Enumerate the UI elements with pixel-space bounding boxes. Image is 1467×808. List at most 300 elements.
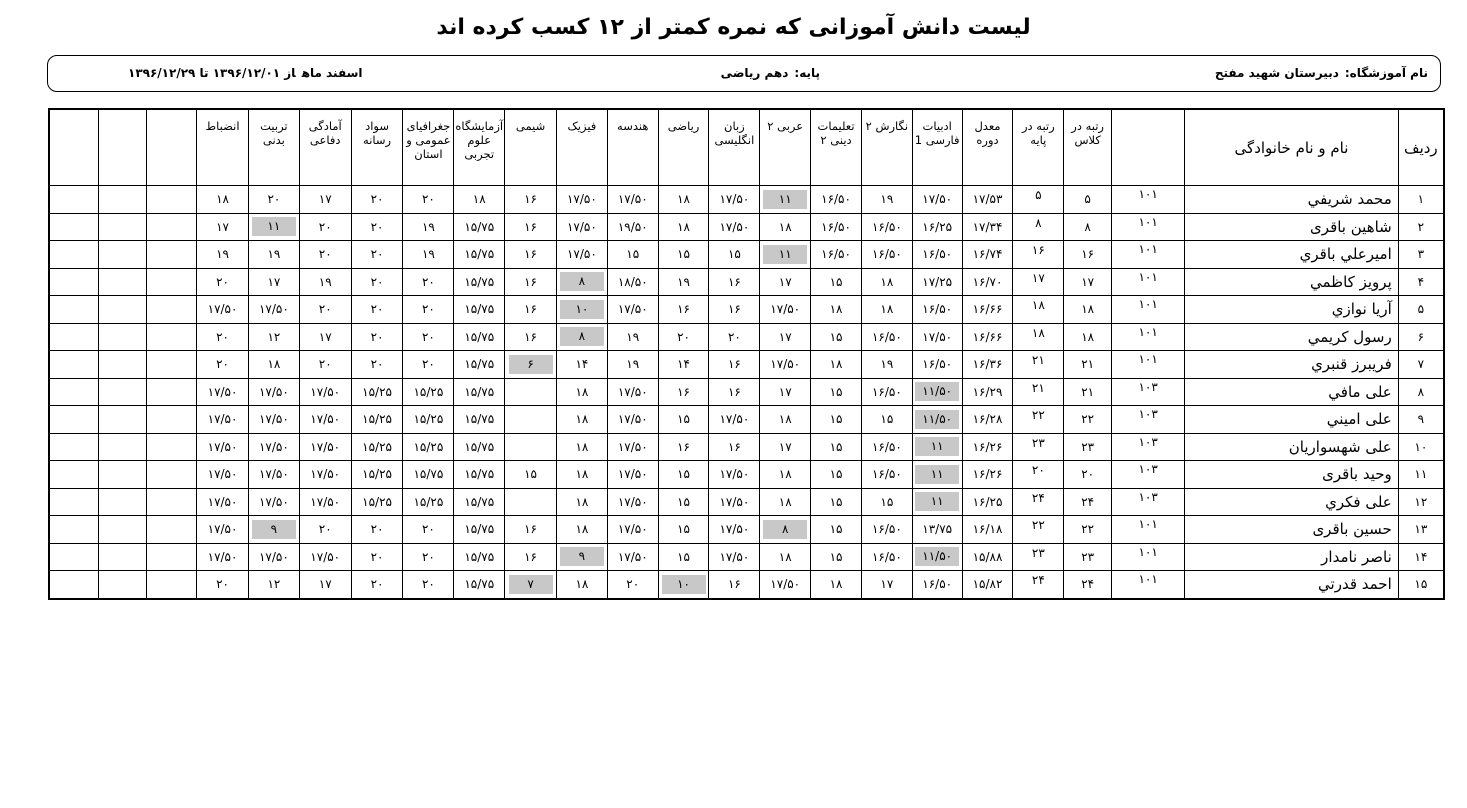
math-grade: ۱۴	[658, 351, 709, 379]
average-grade: ۱۶/۷۰	[962, 268, 1013, 296]
geography-grade: ۲۰	[403, 323, 454, 351]
english-grade: ۱۶	[709, 351, 760, 379]
rank-in-class: ۸	[1064, 213, 1112, 241]
class-code: ۱۰۱	[1112, 186, 1185, 214]
rank-in-grade: ۲۱	[1013, 378, 1064, 406]
writing-grade: ۱۹	[861, 186, 912, 214]
literature-grade	[912, 488, 962, 516]
arabic-grade	[760, 516, 811, 544]
geography-grade: ۱۵/۲۵	[403, 433, 454, 461]
religion-grade: ۱۸	[811, 351, 862, 379]
empty-cell	[49, 571, 98, 599]
english-grade: ۱۷/۵۰	[709, 406, 760, 434]
student-name: علی مافي	[1185, 378, 1399, 406]
rank-in-class: ۵	[1064, 186, 1112, 214]
math-grade	[658, 571, 709, 599]
student-name: آریا نوازي	[1185, 296, 1399, 324]
column-header: نام و نام خانوادگی	[1185, 109, 1399, 186]
class-code: ۱۰۳	[1112, 378, 1185, 406]
empty-cell	[147, 186, 197, 214]
student-name: احمد قدرتي	[1185, 571, 1399, 599]
rank-in-grade: ۱۸	[1013, 296, 1064, 324]
empty-cell	[49, 241, 98, 269]
row-number: ۱۱	[1398, 461, 1444, 489]
pe-grade: ۱۷/۵۰	[248, 433, 299, 461]
empty-cell	[98, 433, 147, 461]
religion-grade: ۱۵	[811, 268, 862, 296]
geography-grade: ۱۹	[403, 241, 454, 269]
math-grade: ۱۵	[658, 241, 709, 269]
literature-grade: ۱۶/۵۰	[912, 241, 962, 269]
chemistry-grade: ۱۶	[505, 296, 557, 324]
pe-grade: ۱۷/۵۰	[248, 488, 299, 516]
chemistry-grade: ۱۶	[505, 268, 557, 296]
physics-grade	[556, 296, 607, 324]
pe-grade: ۲۰	[248, 186, 299, 214]
rank-in-class: ۲۱	[1064, 351, 1112, 379]
rank-in-grade: ۱۶	[1013, 241, 1064, 269]
physics-grade: ۱۸	[556, 378, 607, 406]
writing-grade: ۱۸	[861, 296, 912, 324]
class-code: ۱۰۳	[1112, 433, 1185, 461]
rank-in-grade: ۱۷	[1013, 268, 1064, 296]
table-row	[49, 268, 1444, 296]
writing-grade: ۱۶/۵۰	[861, 543, 912, 571]
average-grade: ۱۶/۶۶	[962, 296, 1013, 324]
empty-cell	[147, 406, 197, 434]
column-header: ادبیات فارسی 1	[912, 109, 962, 186]
literature-grade: ۱۶/۵۰	[912, 571, 962, 599]
column-header: تربیت بدنی	[248, 109, 299, 186]
rank-in-class: ۲۴	[1064, 488, 1112, 516]
class-code: ۱۰۱	[1112, 323, 1185, 351]
english-grade: ۱۶	[709, 433, 760, 461]
defense-grade: ۱۷	[299, 186, 351, 214]
empty-cell	[49, 186, 98, 214]
discipline-grade: ۲۰	[197, 268, 249, 296]
geometry-grade: ۱۸/۵۰	[607, 268, 658, 296]
rank-in-class: ۲۴	[1064, 571, 1112, 599]
chemistry-grade: ۱۶	[505, 213, 557, 241]
column-header: هندسه	[607, 109, 658, 186]
rank-in-class: ۱۸	[1064, 323, 1112, 351]
empty-cell	[98, 461, 147, 489]
chemistry-grade	[505, 406, 557, 434]
literature-grade	[912, 406, 962, 434]
rank-in-class: ۲۳	[1064, 543, 1112, 571]
literature-grade	[912, 378, 962, 406]
literature-grade: ۱۷/۲۵	[912, 268, 962, 296]
empty-cell	[98, 323, 147, 351]
column-header	[1112, 109, 1185, 186]
average-grade: ۱۷/۵۳	[962, 186, 1013, 214]
religion-grade: ۱۸	[811, 571, 862, 599]
math-grade: ۱۵	[658, 516, 709, 544]
lab-grade: ۱۵/۷۵	[454, 461, 505, 489]
empty-cell	[49, 213, 98, 241]
geography-grade: ۱۵/۲۵	[403, 488, 454, 516]
chemistry-grade: ۱۶	[505, 323, 557, 351]
empty-cell	[49, 488, 98, 516]
media-grade: ۲۰	[351, 323, 403, 351]
column-header: معدل دوره	[962, 109, 1013, 186]
low-grade-highlight: ۱۱	[915, 437, 959, 456]
row-number: ۷	[1398, 351, 1444, 379]
chemistry-grade: ۱۶	[505, 543, 557, 571]
defense-grade: ۱۹	[299, 268, 351, 296]
defense-grade: ۱۷	[299, 323, 351, 351]
row-number: ۲	[1398, 213, 1444, 241]
pe-grade: ۱۷/۵۰	[248, 543, 299, 571]
religion-grade: ۱۵	[811, 543, 862, 571]
empty-cell	[98, 241, 147, 269]
chemistry-grade: ۱۶	[505, 186, 557, 214]
rank-in-grade: ۲۲	[1013, 516, 1064, 544]
arabic-grade: ۱۷/۵۰	[760, 571, 811, 599]
writing-grade: ۱۶/۵۰	[861, 516, 912, 544]
empty-cell	[49, 461, 98, 489]
literature-grade	[912, 543, 962, 571]
low-grade-highlight: ۸	[560, 272, 604, 291]
column-header: عربی ۲	[760, 109, 811, 186]
defense-grade: ۲۰	[299, 516, 351, 544]
column-header: رتبه در پایه	[1013, 109, 1064, 186]
rank-in-grade: ۲۲	[1013, 406, 1064, 434]
rank-in-class: ۱۸	[1064, 296, 1112, 324]
student-name: وحید باقری	[1185, 461, 1399, 489]
empty-cell	[147, 516, 197, 544]
discipline-grade: ۱۷/۵۰	[197, 461, 249, 489]
geometry-grade: ۱۷/۵۰	[607, 296, 658, 324]
geography-grade: ۲۰	[403, 268, 454, 296]
arabic-grade: ۱۸	[760, 213, 811, 241]
geography-grade: ۲۰	[403, 296, 454, 324]
empty-cell	[98, 543, 147, 571]
rank-in-class: ۲۲	[1064, 406, 1112, 434]
column-header: شیمی	[505, 109, 557, 186]
rank-in-grade: ۲۴	[1013, 571, 1064, 599]
column-header: نگارش ۲	[861, 109, 912, 186]
arabic-grade: ۱۸	[760, 543, 811, 571]
physics-grade: ۱۸	[556, 516, 607, 544]
student-name: پرویز کاظمي	[1185, 268, 1399, 296]
student-name: امیرعلي باقري	[1185, 241, 1399, 269]
empty-cell	[98, 571, 147, 599]
pe-grade: ۱۲	[248, 571, 299, 599]
geometry-grade: ۱۷/۵۰	[607, 516, 658, 544]
writing-grade: ۱۹	[861, 351, 912, 379]
english-grade: ۱۷/۵۰	[709, 186, 760, 214]
table-row	[49, 488, 1444, 516]
discipline-grade: ۱۷/۵۰	[197, 516, 249, 544]
column-header: سواد رسانه	[351, 109, 403, 186]
student-name: حسین باقری	[1185, 516, 1399, 544]
average-grade: ۱۶/۳۶	[962, 351, 1013, 379]
lab-grade: ۱۵/۷۵	[454, 433, 505, 461]
table-header-row	[49, 109, 1444, 186]
low-grade-highlight: ۹	[560, 547, 604, 566]
low-grade-highlight: ۱۱	[915, 492, 959, 511]
empty-cell	[49, 296, 98, 324]
table-row	[49, 186, 1444, 214]
literature-grade	[912, 461, 962, 489]
defense-grade: ۲۰	[299, 241, 351, 269]
empty-cell	[147, 296, 197, 324]
average-grade: ۱۷/۳۴	[962, 213, 1013, 241]
empty-cell	[147, 351, 197, 379]
average-grade: ۱۶/۱۸	[962, 516, 1013, 544]
table-row	[49, 543, 1444, 571]
writing-grade: ۱۶/۵۰	[861, 323, 912, 351]
rank-in-class: ۲۲	[1064, 516, 1112, 544]
media-grade: ۲۰	[351, 516, 403, 544]
column-header: آمادگی دفاعی	[299, 109, 351, 186]
column-header: رتبه در کلاس	[1064, 109, 1112, 186]
media-grade: ۱۵/۲۵	[351, 378, 403, 406]
discipline-grade: ۲۰	[197, 323, 249, 351]
writing-grade: ۱۶/۵۰	[861, 241, 912, 269]
geometry-grade: ۱۷/۵۰	[607, 378, 658, 406]
row-number: ۱	[1398, 186, 1444, 214]
literature-grade: ۱۷/۵۰	[912, 323, 962, 351]
grade-info	[721, 66, 820, 80]
writing-grade: ۱۶/۵۰	[861, 461, 912, 489]
rank-in-grade: ۱۸	[1013, 323, 1064, 351]
religion-grade: ۱۶/۵۰	[811, 186, 862, 214]
empty-cell	[147, 268, 197, 296]
empty-cell	[98, 406, 147, 434]
average-grade: ۱۵/۸۲	[962, 571, 1013, 599]
rank-in-class: ۲۳	[1064, 433, 1112, 461]
geometry-grade: ۱۹/۵۰	[607, 213, 658, 241]
literature-grade: ۱۶/۲۵	[912, 213, 962, 241]
lab-grade: ۱۵/۷۵	[454, 516, 505, 544]
physics-grade: ۱۸	[556, 461, 607, 489]
geography-grade: ۱۵/۲۵	[403, 378, 454, 406]
empty-cell	[49, 351, 98, 379]
table-row	[49, 461, 1444, 489]
defense-grade: ۲۰	[299, 213, 351, 241]
geography-grade: ۲۰	[403, 571, 454, 599]
row-number: ۱۵	[1398, 571, 1444, 599]
class-code: ۱۰۳	[1112, 461, 1185, 489]
low-grade-highlight: ۶	[509, 355, 553, 374]
chemistry-grade: ۱۶	[505, 516, 557, 544]
geometry-grade: ۱۷/۵۰	[607, 543, 658, 571]
lab-grade: ۱۵/۷۵	[454, 213, 505, 241]
rank-in-grade: ۲۰	[1013, 461, 1064, 489]
literature-grade: ۱۶/۵۰	[912, 296, 962, 324]
religion-grade: ۱۸	[811, 296, 862, 324]
lab-grade: ۱۸	[454, 186, 505, 214]
pe-grade	[248, 213, 299, 241]
geography-grade: ۱۵/۲۵	[403, 406, 454, 434]
column-header: فیزیک	[556, 109, 607, 186]
pe-grade: ۱۸	[248, 351, 299, 379]
empty-cell	[49, 268, 98, 296]
report-info-box	[47, 55, 1441, 92]
defense-grade: ۱۷/۵۰	[299, 461, 351, 489]
discipline-grade: ۱۷/۵۰	[197, 433, 249, 461]
geometry-grade: ۲۰	[607, 571, 658, 599]
literature-grade: ۱۷/۵۰	[912, 186, 962, 214]
average-grade: ۱۶/۲۶	[962, 461, 1013, 489]
media-grade: ۲۰	[351, 186, 403, 214]
geography-grade: ۲۰	[403, 351, 454, 379]
empty-cell	[147, 543, 197, 571]
column-header: ردیف	[1398, 109, 1444, 186]
math-grade: ۱۵	[658, 461, 709, 489]
column-header	[49, 109, 98, 186]
class-code: ۱۰۱	[1112, 213, 1185, 241]
row-number: ۴	[1398, 268, 1444, 296]
writing-grade: ۱۶/۵۰	[861, 433, 912, 461]
row-number: ۳	[1398, 241, 1444, 269]
geometry-grade: ۱۷/۵۰	[607, 461, 658, 489]
column-header: ریاضی	[658, 109, 709, 186]
chemistry-grade	[505, 433, 557, 461]
column-header: آزمایشگاه علوم تجربی	[454, 109, 505, 186]
literature-grade	[912, 433, 962, 461]
low-grade-highlight: ۱۰	[662, 575, 706, 594]
arabic-grade: ۱۷	[760, 433, 811, 461]
physics-grade: ۱۷/۵۰	[556, 241, 607, 269]
student-name: ناصر نامدار	[1185, 543, 1399, 571]
table-row	[49, 296, 1444, 324]
lab-grade: ۱۵/۷۵	[454, 406, 505, 434]
empty-cell	[147, 241, 197, 269]
student-name: فریبرز قنبري	[1185, 351, 1399, 379]
empty-cell	[147, 323, 197, 351]
table-row	[49, 406, 1444, 434]
discipline-grade: ۱۷/۵۰	[197, 406, 249, 434]
math-grade: ۱۶	[658, 433, 709, 461]
defense-grade: ۱۷	[299, 571, 351, 599]
lab-grade: ۱۵/۷۵	[454, 543, 505, 571]
math-grade: ۱۸	[658, 186, 709, 214]
english-grade: ۱۶	[709, 268, 760, 296]
arabic-grade: ۱۸	[760, 406, 811, 434]
physics-grade: ۱۸	[556, 571, 607, 599]
empty-cell	[49, 543, 98, 571]
english-grade: ۱۶	[709, 571, 760, 599]
english-grade: ۱۵	[709, 241, 760, 269]
row-number: ۶	[1398, 323, 1444, 351]
rank-in-class: ۲۱	[1064, 378, 1112, 406]
column-header: تعلیمات دینی ۲	[811, 109, 862, 186]
low-grade-highlight: ۱۱/۵۰	[915, 547, 959, 566]
grade-name: دهم ریاضی	[720, 66, 789, 80]
physics-grade	[556, 543, 607, 571]
class-code: ۱۰۱	[1112, 296, 1185, 324]
empty-cell	[49, 406, 98, 434]
english-grade: ۱۶	[709, 296, 760, 324]
physics-grade: ۱۸	[556, 406, 607, 434]
average-grade: ۱۶/۷۴	[962, 241, 1013, 269]
empty-cell	[147, 461, 197, 489]
class-code: ۱۰۱	[1112, 268, 1185, 296]
table-row	[49, 323, 1444, 351]
lab-grade: ۱۵/۷۵	[454, 571, 505, 599]
geometry-grade: ۱۹	[607, 351, 658, 379]
arabic-grade: ۱۷	[760, 378, 811, 406]
discipline-grade: ۱۷	[197, 213, 249, 241]
rank-in-grade: ۲۳	[1013, 543, 1064, 571]
student-name: رسول کریمي	[1185, 323, 1399, 351]
average-grade: ۱۵/۸۸	[962, 543, 1013, 571]
row-number: ۹	[1398, 406, 1444, 434]
empty-cell	[98, 186, 147, 214]
physics-grade	[556, 323, 607, 351]
arabic-grade	[760, 186, 811, 214]
pe-grade: ۱۲	[248, 323, 299, 351]
average-grade: ۱۶/۲۵	[962, 488, 1013, 516]
defense-grade: ۱۷/۵۰	[299, 488, 351, 516]
class-code: ۱۰۱	[1112, 516, 1185, 544]
media-grade: ۲۰	[351, 213, 403, 241]
low-grade-highlight: ۱۱/۵۰	[915, 382, 959, 401]
media-grade: ۱۵/۲۵	[351, 488, 403, 516]
physics-grade: ۱۷/۵۰	[556, 213, 607, 241]
average-grade: ۱۶/۶۶	[962, 323, 1013, 351]
media-grade: ۲۰	[351, 268, 403, 296]
low-grade-highlight: ۱۱	[252, 217, 296, 236]
period-info	[128, 66, 363, 80]
religion-grade: ۱۵	[811, 461, 862, 489]
empty-cell	[98, 378, 147, 406]
religion-grade: ۱۶/۵۰	[811, 241, 862, 269]
media-grade: ۲۰	[351, 296, 403, 324]
media-grade: ۲۰	[351, 241, 403, 269]
geography-grade: ۱۵/۷۵	[403, 461, 454, 489]
row-number: ۸	[1398, 378, 1444, 406]
discipline-grade: ۱۷/۵۰	[197, 296, 249, 324]
geometry-grade: ۱۷/۵۰	[607, 406, 658, 434]
math-grade: ۱۶	[658, 296, 709, 324]
chemistry-grade: ۱۵	[505, 461, 557, 489]
defense-grade: ۲۰	[299, 296, 351, 324]
grade-label: پایه:	[794, 66, 820, 80]
empty-cell	[49, 433, 98, 461]
religion-grade: ۱۵	[811, 516, 862, 544]
column-header	[147, 109, 197, 186]
discipline-grade: ۱۹	[197, 241, 249, 269]
english-grade: ۱۷/۵۰	[709, 543, 760, 571]
table-row	[49, 351, 1444, 379]
class-code: ۱۰۱	[1112, 571, 1185, 599]
table-row	[49, 241, 1444, 269]
media-grade: ۲۰	[351, 571, 403, 599]
discipline-grade: ۱۷/۵۰	[197, 488, 249, 516]
low-grade-highlight: ۱۱	[763, 190, 807, 209]
table-row	[49, 571, 1444, 599]
low-grade-highlight: ۱۱	[915, 465, 959, 484]
lab-grade: ۱۵/۷۵	[454, 296, 505, 324]
rank-in-grade: ۲۱	[1013, 351, 1064, 379]
low-grade-highlight: ۸	[560, 327, 604, 346]
empty-cell	[147, 571, 197, 599]
empty-cell	[98, 351, 147, 379]
physics-grade: ۱۸	[556, 433, 607, 461]
media-grade: ۱۵/۲۵	[351, 433, 403, 461]
geography-grade: ۲۰	[403, 543, 454, 571]
discipline-grade: ۱۸	[197, 186, 249, 214]
low-grade-highlight: ۱۰	[560, 300, 604, 319]
empty-cell	[147, 433, 197, 461]
average-grade: ۱۶/۲۸	[962, 406, 1013, 434]
writing-grade: ۱۶/۵۰	[861, 213, 912, 241]
religion-grade: ۱۵	[811, 433, 862, 461]
